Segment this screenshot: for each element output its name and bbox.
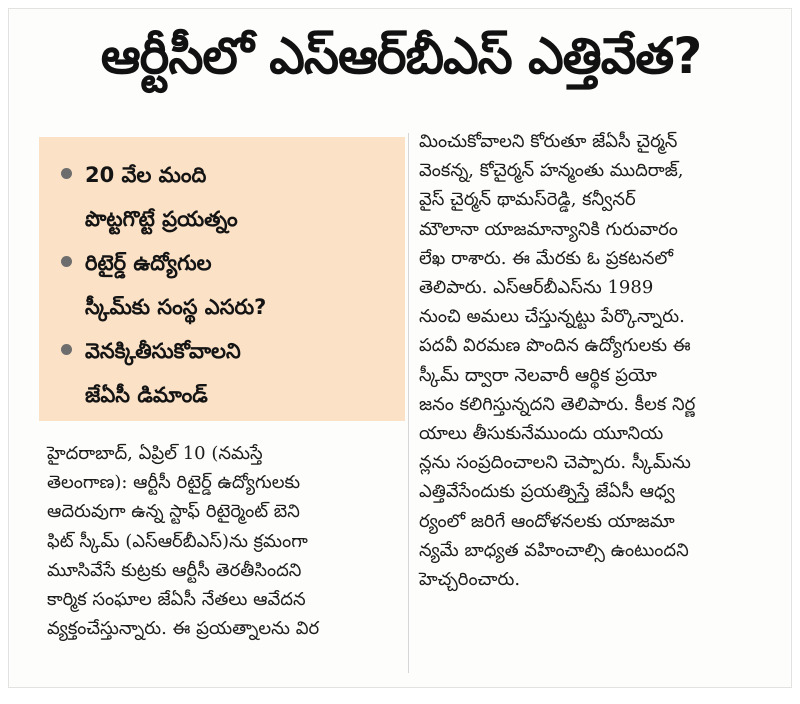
body-line: వ్యక్తంచేస్తున్నారు. ఈ ప్రయత్నాలను విర xyxy=(47,618,320,640)
body-line: ఫిట్ స్కీమ్ (ఎస్‌ఆర్‌బీఎస్)ను క్రమంగా xyxy=(47,530,308,552)
highlight-line: పొట్టగొట్టే ప్రయత్నం xyxy=(85,207,238,231)
highlight-item xyxy=(61,241,395,329)
body-line: ర్యంలో జరిగే ఆందోళనలకు యాజమా xyxy=(419,510,675,532)
body-line: లేఖ రాశారు. ఈ మేరకు ఓ ప్రకటనలో xyxy=(419,247,673,269)
body-line: మూసివేసే కుట్రకు ఆర్టీసీ తెరతీసిందని xyxy=(47,559,302,581)
highlight-item xyxy=(61,153,395,241)
body-line: వెంకన్న, కోచైర్మన్ హన్మంతు ముదిరాజ్, xyxy=(419,160,684,182)
bullet-icon xyxy=(61,256,72,267)
body-line: స్కీమ్ ద్వారా నెలవారీ ఆర్థిక ప్రయో xyxy=(419,364,657,386)
body-line: ఎత్తివేసేందుకు ప్రయత్నిస్తే జేఏసీ ఆధ్వ xyxy=(419,481,675,503)
body-line: పదవీ విరమణ పొందిన ఉద్యోగులకు ఈ xyxy=(419,335,691,357)
highlight-line: రిటైర్డ్ ఉద్యోగుల xyxy=(85,251,212,275)
body-line: మించుకోవాలని కోరుతూ జేఏసీ చైర్మన్ xyxy=(419,131,678,152)
body-line: తెలిపారు. ఎస్‌ఆర్‌బీఎస్‌ను 1989 xyxy=(419,277,654,299)
body-line: హైదరాబాద్, ఏప్రిల్ 10 (నమస్తే xyxy=(47,443,263,464)
highlight-line: 20 వేల మంది xyxy=(85,163,207,187)
body-line: హెచ్చరించారు. xyxy=(419,569,521,591)
body-line: న్యమే బాధ్యత వహించాల్సి ఉంటుందని xyxy=(419,539,689,561)
body-line: యాలు తీసుకునేముందు యూనియ xyxy=(419,423,664,445)
headline: ఆర్టీసీలో ఎస్‌ఆర్‌బీఎస్ ఎత్తివేత? xyxy=(100,27,702,85)
body-line: మౌలానా యాజమాన్యానికి గురువారం xyxy=(419,218,678,240)
body-column-right xyxy=(419,127,771,594)
column-divider xyxy=(408,133,409,673)
body-line: కార్మిక సంఘాల జేఏసీ నేతలు ఆవేదన xyxy=(47,589,306,611)
body-line: ఆదెరువుగా ఉన్న స్టాఫ్ రిటైర్మెంట్ బెని xyxy=(47,501,300,523)
bullet-icon xyxy=(61,344,72,355)
body-line: తెలంగాణ): ఆర్టీసీ రిటైర్డ్ ఉద్యోగులకు xyxy=(47,472,301,494)
highlights-box xyxy=(39,137,405,421)
body-column-left xyxy=(47,439,397,643)
body-line: న్లను సంప్రదించాలని చెప్పారు. స్కీమ్‌ను xyxy=(419,452,691,474)
newspaper-clipping xyxy=(8,8,792,688)
highlight-line: జేఏసీ డిమాండ్ xyxy=(85,383,208,407)
body-line: జనం కలిగిస్తున్నదని తెలిపారు. కీలక నిర్ణ xyxy=(419,393,696,415)
highlight-item xyxy=(61,329,395,417)
body-line: నుంచి అమలు చేస్తున్నట్టు పేర్కొన్నారు. xyxy=(419,306,685,328)
highlight-line: వెనక్కితీసుకోవాలని xyxy=(85,339,241,363)
bullet-icon xyxy=(61,168,72,179)
body-line: వైస్ చైర్మన్ థామస్‌రెడ్డి, కన్వీనర్ xyxy=(419,189,636,211)
highlight-line: స్కీమ్‌కు సంస్థ ఎసరు? xyxy=(85,295,267,319)
